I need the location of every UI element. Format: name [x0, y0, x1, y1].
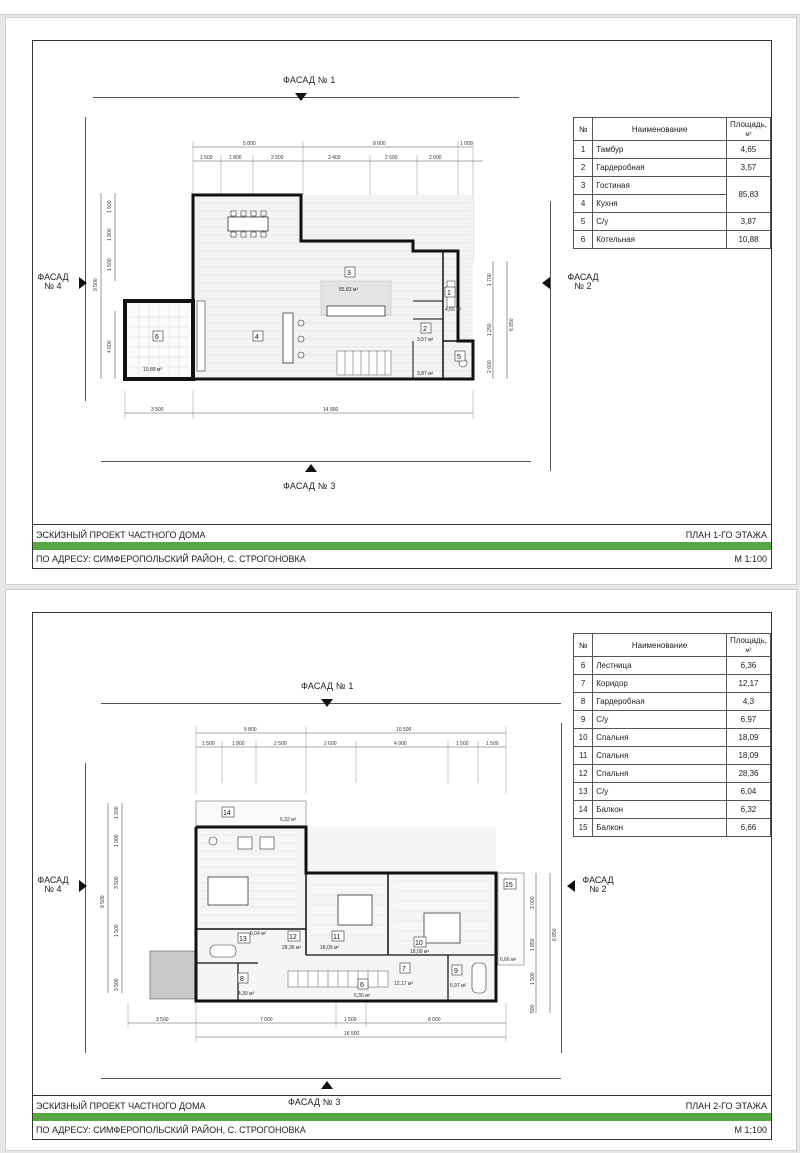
dim-bottom-3: 1 500 [344, 1017, 357, 1023]
room-num: 6 [574, 231, 593, 249]
dim-bottom-4: 8 000 [428, 1017, 441, 1023]
col-area-line1: Площадь, [729, 636, 767, 645]
room-area: 18,09 [726, 729, 770, 747]
room-name: Спальня [593, 729, 727, 747]
rooms-table-2 [573, 633, 771, 837]
facade-left-label [33, 273, 73, 291]
room-num: 6 [574, 657, 593, 675]
room-label-6: 6 [360, 982, 364, 989]
room-area: 12,17 [726, 675, 770, 693]
facade-top-arrow-icon [295, 93, 307, 101]
room-num: 11 [574, 747, 593, 765]
table-row [574, 675, 771, 693]
room-area: 6,32 [726, 801, 770, 819]
dim-top-6: 1 500 [456, 741, 469, 747]
green-band [33, 1113, 771, 1121]
dim-right-5: 500 [530, 1004, 536, 1013]
col-num: № [574, 118, 593, 141]
room-area: 6,04 [726, 783, 770, 801]
dim-top-4: 2 600 [324, 741, 337, 747]
room-name: С/у [593, 783, 727, 801]
area-label-5: 3,87 м² [417, 371, 434, 377]
room-num: 15 [574, 819, 593, 837]
facade-bottom-label: ФАСАД № 3 [283, 481, 336, 491]
rooms-table-1 [573, 117, 771, 249]
dim-bottom-1: 3 500 [156, 1017, 169, 1023]
room-name: С/у [593, 711, 727, 729]
room-area: 4,3 [726, 693, 770, 711]
dim-bottom-5: 16 500 [344, 1031, 360, 1037]
area-label-12: 28,36 м² [282, 945, 302, 951]
room-num: 1 [574, 141, 593, 159]
room-num: 2 [574, 159, 593, 177]
room-name: Гостиная [593, 177, 727, 195]
area-label-3: 85,83 м² [339, 287, 359, 293]
dim-left-5: 3 500 [114, 876, 120, 889]
dim-right-4: 2 600 [487, 360, 493, 373]
room-name: Котельная [593, 231, 727, 249]
room-label-10: 10 [415, 940, 423, 947]
dim-top-5: 4 900 [394, 741, 407, 747]
facade-top-label: ФАСАД № 1 [283, 75, 336, 85]
table-row [574, 213, 771, 231]
room-num: 9 [574, 711, 593, 729]
area-label-9: 6,97 м² [450, 983, 467, 989]
table-row [574, 693, 771, 711]
table-row [574, 819, 771, 837]
room-name: Гардеробная [593, 159, 727, 177]
room-area: 3,87 [726, 213, 770, 231]
table-row [574, 729, 771, 747]
table-row [574, 801, 771, 819]
facade-right-label-line1: ФАСАД [582, 875, 614, 885]
room-label-1: 1 [447, 290, 451, 297]
facade-right-label-line2: № 2 [574, 281, 592, 291]
facade-right-label [578, 876, 618, 894]
scale: М 1:100 [734, 554, 767, 564]
titleblock-divider [33, 524, 771, 525]
col-area-line2: м² [745, 132, 752, 138]
dim-top-2: 1 800 [229, 155, 242, 161]
dim-right-2: 1 850 [530, 938, 536, 951]
area-label-7: 12,17 м² [394, 981, 414, 987]
room-label-11: 11 [333, 934, 341, 941]
facade-bottom-arrow-icon [321, 1081, 333, 1089]
facade-left-label-line1: ФАСАД [37, 875, 69, 885]
facade-right-label [563, 273, 603, 291]
dim-top-total-2: 10 500 [396, 727, 412, 733]
dim-right-3: 1 250 [487, 323, 493, 336]
room-name: Лестница [593, 657, 727, 675]
sheet-floor-2 [5, 589, 797, 1151]
facade-right-arrow-icon [567, 880, 575, 892]
area-label-6: 10,88 м² [143, 367, 163, 373]
plan-title: ПЛАН 2-ГО ЭТАЖА [685, 1101, 767, 1111]
room-label-7: 7 [402, 966, 406, 973]
room-num: 5 [574, 213, 593, 231]
dim-top-7: 1 500 [486, 741, 499, 747]
dim-top-total-1: 5 800 [243, 141, 256, 147]
col-area [726, 118, 770, 141]
facade-right-label-line2: № 2 [589, 884, 607, 894]
area-label-8: 4,30 м² [238, 991, 255, 997]
dim-top-2: 1 800 [232, 741, 245, 747]
room-name: Балкон [593, 801, 727, 819]
floor-plan-2 [88, 723, 558, 1043]
facade-right-line [561, 723, 562, 1053]
previous-page-edge [0, 0, 800, 15]
dim-left-4: 1 200 [114, 806, 120, 819]
facade-left-arrow-icon [79, 880, 87, 892]
dim-top-total-3: 1 000 [460, 141, 473, 147]
area-label-15: 6,66 м² [500, 957, 517, 963]
dim-left-3: 1 500 [107, 258, 113, 271]
facade-right-label-line1: ФАСАД [567, 272, 599, 282]
table-row [574, 711, 771, 729]
col-num: № [574, 634, 593, 657]
area-label-1: 4,65 м² [445, 307, 462, 313]
room-num: 14 [574, 801, 593, 819]
room-name: Гардеробная [593, 693, 727, 711]
facade-left-label [33, 876, 73, 894]
facade-bottom-line [101, 461, 531, 462]
room-label-14: 14 [223, 810, 231, 817]
table-row [574, 765, 771, 783]
dim-right-1: 6 850 [509, 318, 515, 331]
drawing-frame [32, 612, 772, 1140]
green-band [33, 542, 771, 550]
area-label-14: 6,32 м² [280, 817, 297, 823]
facade-top-arrow-icon [321, 699, 333, 707]
project-title: ЭСКИЗНЫЙ ПРОЕКТ ЧАСТНОГО ДОМА [36, 1101, 206, 1111]
room-label-13: 13 [239, 936, 247, 943]
col-name: Наименование [593, 634, 727, 657]
col-area [726, 634, 770, 657]
area-label-2: 3,57 м² [417, 337, 434, 343]
dim-top-6: 2 000 [429, 155, 442, 161]
facade-right-line [550, 201, 551, 471]
dim-bottom-2: 7 000 [260, 1017, 273, 1023]
room-name: Кухня [593, 195, 727, 213]
room-num: 3 [574, 177, 593, 195]
room-label-4: 4 [255, 334, 259, 341]
col-name: Наименование [593, 118, 727, 141]
dim-top-total-1: 5 800 [244, 727, 257, 733]
room-num: 8 [574, 693, 593, 711]
project-title: ЭСКИЗНЫЙ ПРОЕКТ ЧАСТНОГО ДОМА [36, 530, 206, 540]
table-row [574, 783, 771, 801]
dim-left-4: 1 900 [107, 228, 113, 241]
dim-left-5: 1 500 [107, 200, 113, 213]
room-area: 4,65 [726, 141, 770, 159]
room-area: 3,57 [726, 159, 770, 177]
dim-bottom-1: 3 500 [151, 407, 164, 413]
address: ПО АДРЕСУ: СИМФЕРОПОЛЬСКИЙ РАЙОН, С. СТРОГОНОВКА [36, 1125, 306, 1135]
dim-bottom-2: 14 800 [323, 407, 339, 413]
sheet-floor-1 [5, 17, 797, 585]
col-area-line1: Площадь, [729, 120, 767, 129]
room-area: 6,36 [726, 657, 770, 675]
room-num: 12 [574, 765, 593, 783]
dim-top-5: 2 600 [385, 155, 398, 161]
floor-plan-1 [83, 141, 543, 441]
room-area: 28,36 [726, 765, 770, 783]
room-label-8: 8 [240, 976, 244, 983]
dim-left-2: 4 600 [107, 340, 113, 353]
dim-right-4: 6 850 [552, 928, 558, 941]
room-num: 10 [574, 729, 593, 747]
dim-left-2: 3 500 [114, 978, 120, 991]
facade-bottom-arrow-icon [305, 464, 317, 472]
room-name: Спальня [593, 765, 727, 783]
address: ПО АДРЕСУ: СИМФЕРОПОЛЬСКИЙ РАЙОН, С. СТРОГОНОВКА [36, 554, 306, 564]
facade-left-label-line1: ФАСАД [37, 272, 69, 282]
room-area: 85,83 [726, 177, 770, 213]
dim-top-3: 2 500 [274, 741, 287, 747]
facade-left-label-line2: № 4 [44, 884, 62, 894]
room-label-9: 9 [454, 968, 458, 975]
room-num: 7 [574, 675, 593, 693]
area-label-10: 18,09 м² [410, 949, 430, 955]
facade-right-arrow-icon [542, 277, 550, 289]
table-row [574, 159, 771, 177]
drawing-frame [32, 40, 772, 569]
table-row [574, 657, 771, 675]
room-name: Балкон [593, 819, 727, 837]
dim-top-1: 1 500 [202, 741, 215, 747]
room-label-12: 12 [289, 934, 297, 941]
facade-left-label-line2: № 4 [44, 281, 62, 291]
room-label-3: 3 [347, 270, 351, 277]
area-label-11: 18,09 м² [320, 945, 340, 951]
dim-top-3: 2 500 [271, 155, 284, 161]
area-label-6: 6,36 м² [354, 993, 371, 999]
room-label-5: 5 [457, 354, 461, 361]
table-row [574, 747, 771, 765]
dim-top-1: 1 500 [200, 155, 213, 161]
room-area: 6,97 [726, 711, 770, 729]
col-area-line2: м² [745, 648, 752, 654]
room-area: 6,66 [726, 819, 770, 837]
facade-top-label: ФАСАД № 1 [301, 681, 354, 691]
scale: М 1:100 [734, 1125, 767, 1135]
dim-left-3: 1 500 [114, 924, 120, 937]
room-num: 4 [574, 195, 593, 213]
room-label-15: 15 [505, 882, 513, 889]
facade-bottom-line [101, 1078, 561, 1079]
dim-left-6: 1 000 [114, 834, 120, 847]
room-area: 10,88 [726, 231, 770, 249]
room-name: С/у [593, 213, 727, 231]
plan-title: ПЛАН 1-ГО ЭТАЖА [685, 530, 767, 540]
room-area: 18,09 [726, 747, 770, 765]
dim-right-3: 1 500 [530, 972, 536, 985]
room-name: Коридор [593, 675, 727, 693]
room-name: Тамбур [593, 141, 727, 159]
dim-left-1: 9 500 [100, 895, 106, 908]
dim-top-4: 3 400 [328, 155, 341, 161]
titleblock-divider [33, 1095, 771, 1096]
facade-left-line [85, 763, 86, 1053]
room-label-6: 6 [155, 334, 159, 341]
room-label-2: 2 [423, 326, 427, 333]
facade-bottom-label: ФАСАД № 3 [288, 1097, 341, 1107]
area-label-13: 6,04 м² [250, 931, 267, 937]
dim-right-1: 3 000 [530, 896, 536, 909]
dim-top-total-2: 8 000 [373, 141, 386, 147]
table-row [574, 141, 771, 159]
dim-right-2: 1 700 [487, 273, 493, 286]
dim-left-1: 9 500 [93, 278, 99, 291]
table-row [574, 177, 771, 195]
room-num: 13 [574, 783, 593, 801]
table-row [574, 231, 771, 249]
room-name: Спальня [593, 747, 727, 765]
